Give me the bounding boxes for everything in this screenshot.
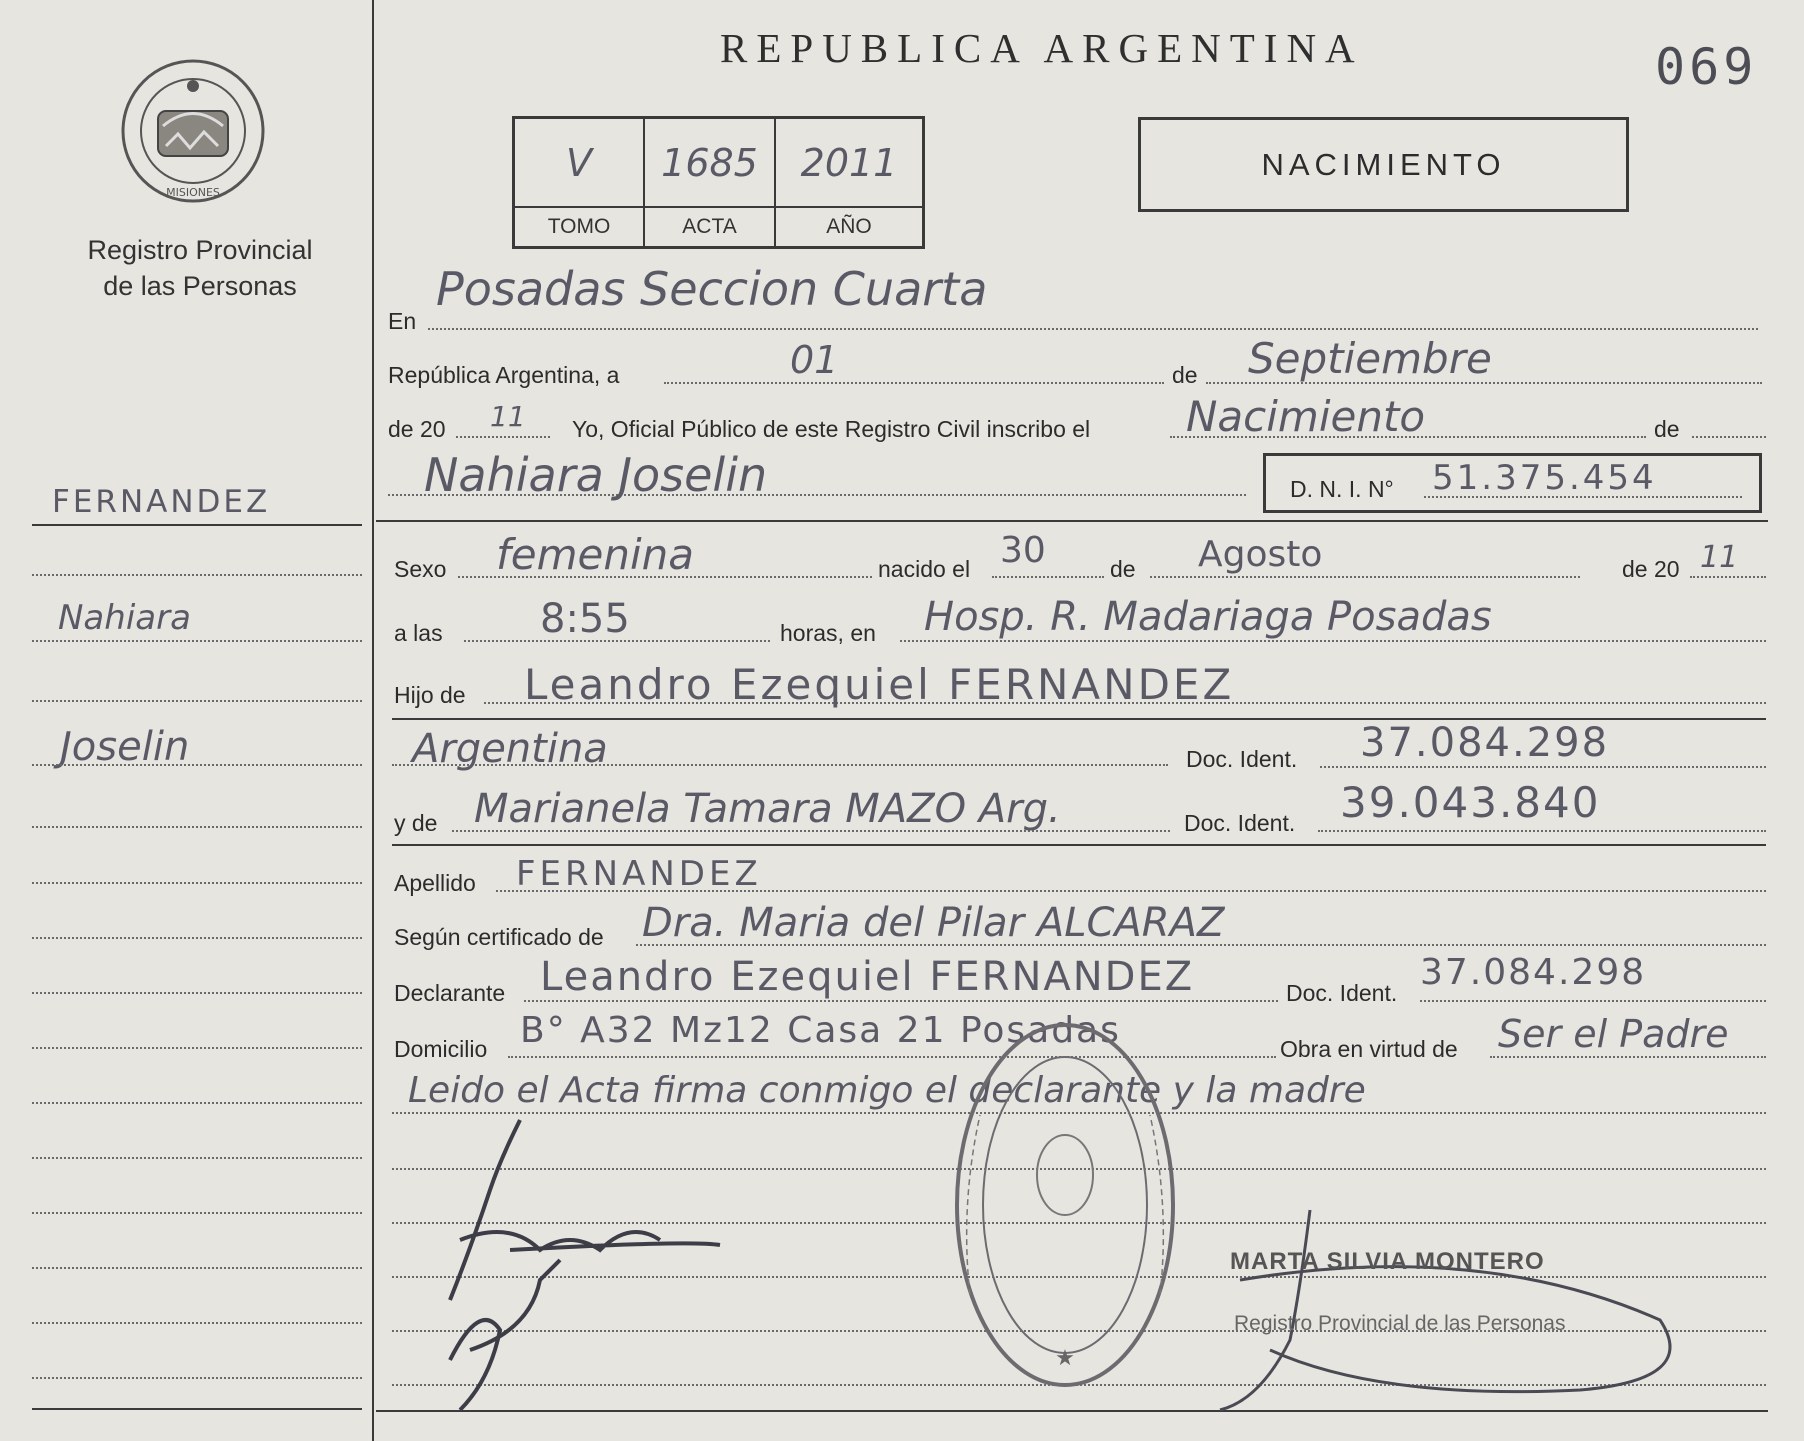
doc-ident-label-2: Doc. Ident. <box>1184 810 1296 836</box>
margin-dots <box>32 1102 362 1104</box>
tomo-acta-anio-table <box>512 116 925 249</box>
mother-value: Marianela Tamara MAZO Arg. <box>474 786 1061 832</box>
de-end-label: de <box>1654 416 1680 442</box>
en-label: En <box>388 308 417 334</box>
margin-rule <box>32 524 362 526</box>
de2-label: de <box>1110 556 1136 582</box>
mother-doc-value: 39.043.840 <box>1340 778 1601 827</box>
margin-dots <box>32 1322 362 1324</box>
doc-ident-label: Doc. Ident. <box>1186 746 1298 772</box>
margin-dots <box>32 1267 362 1269</box>
signature-declarante <box>390 1100 750 1420</box>
nacido-label: nacido el <box>878 556 971 582</box>
month-value: Septiembre <box>1248 334 1492 383</box>
dni-value: 51.375.454 <box>1432 458 1657 498</box>
margin-dots <box>32 574 362 576</box>
hospital-value: Hosp. R. Madariaga Posadas <box>924 594 1492 640</box>
hospital-line <box>900 640 1766 642</box>
child-name-value: Nahiara Joselin <box>424 448 768 502</box>
margin-dots <box>32 1157 362 1159</box>
birth-month-value: Agosto <box>1198 534 1323 575</box>
acta-label: ACTA <box>645 208 776 246</box>
yo-label: Yo, Oficial Público de este Registro Civil inscribo el <box>572 416 1091 442</box>
country-title: REPUBLICA ARGENTINA <box>720 25 1364 71</box>
official-office: Registro Provincial de las Personas <box>1234 1312 1566 1335</box>
official-seal-stamp <box>950 1015 1180 1395</box>
margin-dots <box>32 700 362 702</box>
signature-official <box>1180 1200 1700 1420</box>
margin-dots <box>32 640 362 642</box>
margin-bottom-rule <box>32 1408 362 1410</box>
acta-value: 1685 <box>645 119 776 208</box>
margin-surname: FERNANDEZ <box>52 484 271 520</box>
official-name: MARTA SILVIA MONTERO <box>1230 1248 1545 1275</box>
margin-dots <box>32 1212 362 1214</box>
record-type-box: NACIMIENTO <box>1138 117 1629 212</box>
segun-label: Según certificado de <box>394 924 604 950</box>
declarante-value: Leandro Ezequiel FERNANDEZ <box>540 954 1195 1000</box>
horas-label: horas, en <box>780 620 876 646</box>
margin-first-name: Nahiara <box>58 598 191 638</box>
place-value: Posadas Seccion Cuarta <box>436 262 988 316</box>
page-number: 069 <box>1655 38 1758 96</box>
declarante-doc-line <box>1420 1000 1766 1002</box>
sexo-label: Sexo <box>394 556 447 582</box>
yde-label: y de <box>394 810 438 836</box>
father-doc-line <box>1320 766 1766 768</box>
tomo-label: TOMO <box>515 208 645 246</box>
svg-text:MISIONES: MISIONES <box>166 186 220 199</box>
margin-dots <box>32 992 362 994</box>
apellido-value: FERNANDEZ <box>516 854 762 894</box>
year-suffix-value: 11 <box>490 400 526 433</box>
sexo-value: femenina <box>496 530 695 579</box>
doc-ident-label-3: Doc. Ident. <box>1286 980 1398 1006</box>
declarante-label: Declarante <box>394 980 506 1006</box>
margin-dots <box>32 882 362 884</box>
registry-name-line1: Registro Provincial <box>87 235 313 265</box>
margin-dots <box>32 1377 362 1379</box>
day-value: 01 <box>790 338 839 382</box>
dni-label: D. N. I. N° <box>1290 476 1394 502</box>
svg-text:★: ★ <box>1055 1346 1075 1371</box>
column-divider <box>372 0 374 1441</box>
domicilio-label: Domicilio <box>394 1036 488 1062</box>
registry-name <box>40 232 360 304</box>
birth-day-line <box>992 576 1104 578</box>
margin-dots <box>32 1047 362 1049</box>
margin-dots <box>32 764 362 766</box>
margin-dots <box>32 826 362 828</box>
de-end-line <box>1692 436 1766 438</box>
tomo-value: V <box>515 119 645 208</box>
mother-rule <box>392 844 1766 846</box>
margin-second-name: Joselin <box>60 724 190 770</box>
section-rule <box>376 520 1768 522</box>
obra-line <box>1490 1056 1766 1058</box>
closing-value: Leido el Acta firma conmigo el declarante y la madre <box>408 1070 1366 1111</box>
certificado-value: Dra. Maria del Pilar ALCARAZ <box>642 900 1225 946</box>
mother-doc-line <box>1318 830 1766 832</box>
hijo-label: Hijo de <box>394 682 466 708</box>
margin-dots <box>32 937 362 939</box>
birth-month-line <box>1150 576 1580 578</box>
year-line <box>456 436 550 438</box>
birth-year-value: 11 <box>1700 540 1739 575</box>
father-doc-value: 37.084.298 <box>1360 720 1610 766</box>
anio-label: AÑO <box>826 215 872 238</box>
registry-name-line2: de las Personas <box>103 271 297 301</box>
time-value: 8:55 <box>540 596 630 642</box>
alas-label: a las <box>394 620 443 646</box>
de20-label: de 20 <box>388 416 446 442</box>
place-line <box>428 328 1758 330</box>
birth-year-line <box>1690 576 1766 578</box>
father-nationality-value: Argentina <box>412 726 608 772</box>
de20b-label: de 20 <box>1622 556 1680 582</box>
day-line <box>664 382 1164 384</box>
obra-label: Obra en virtud de <box>1280 1036 1458 1062</box>
birth-day-value: 30 <box>1000 530 1046 571</box>
republica-label: República Argentina, a <box>388 362 620 388</box>
declarante-line <box>524 1000 1278 1002</box>
de-label: de <box>1172 362 1198 388</box>
anio-value: 2011 <box>776 119 922 208</box>
domicilio-value: B° A32 Mz12 Casa 21 Posadas <box>520 1010 1121 1051</box>
declarante-doc-value: 37.084.298 <box>1420 952 1647 993</box>
apellido-label: Apellido <box>394 870 476 896</box>
father-value: Leandro Ezequiel FERNANDEZ <box>524 660 1235 709</box>
obra-value: Ser el Padre <box>1498 1012 1729 1056</box>
act-value: Nacimiento <box>1186 392 1426 441</box>
provincial-emblem-icon <box>118 56 268 206</box>
